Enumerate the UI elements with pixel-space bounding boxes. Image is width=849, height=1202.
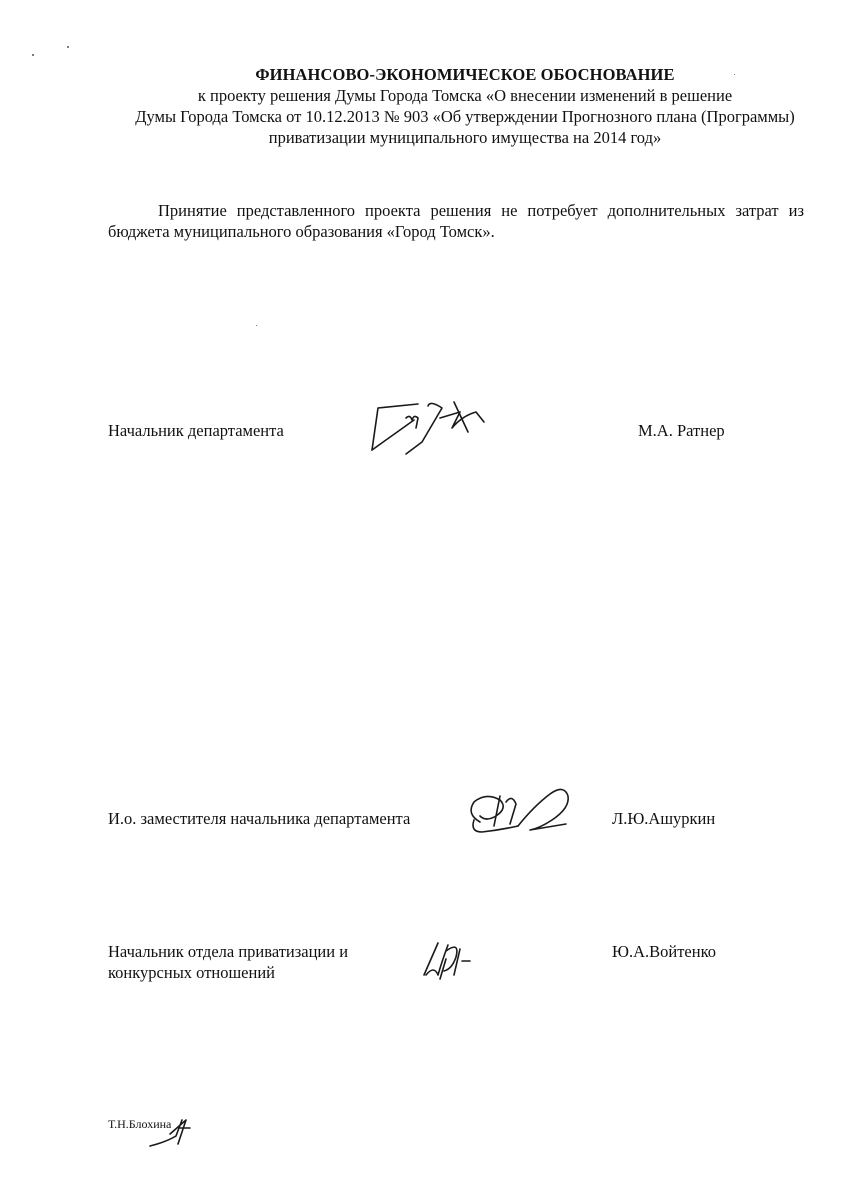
signatory-position: И.о. заместителя начальника департамента (108, 809, 411, 828)
signature-1 (358, 398, 498, 458)
signature-3 (416, 935, 496, 995)
signatory-name: Л.Ю.Ашуркин (612, 809, 716, 828)
subtitle-line-1: к проекту решения Думы Города Томска «О внесении изменений в решение (197, 86, 733, 105)
signatory-block-3 (0, 941, 849, 1001)
subtitle-line-2: Думы Города Томска от 10.12.2013 № 903 «Об утверждении Прогнозного плана (Программы) (135, 107, 795, 126)
signatory-block-2 (0, 806, 849, 866)
executor-initials (146, 1116, 206, 1156)
body-paragraph: Принятие представленного проекта решения не потребует дополнительных затрат из бюджета муниципального образования «Город Томск». (108, 201, 804, 241)
executor-name: Т.Н.Блохина (108, 1117, 172, 1131)
signatory-name: Ю.А.Войтенко (612, 942, 717, 961)
signatory-name: М.А. Ратнер (638, 421, 725, 440)
document-title: ФИНАНСОВО-ЭКОНОМИЧЕСКОЕ ОБОСНОВАНИЕ (255, 65, 675, 84)
signatory-block-1 (0, 418, 849, 478)
signature-2 (460, 786, 590, 846)
signatory-position-line-2: конкурсных отношений (108, 963, 275, 982)
subtitle-line-3: приватизации муниципального имущества на 2014 год» (268, 128, 662, 147)
document-header (60, 64, 849, 148)
signatory-position: Начальник департамента (108, 421, 284, 440)
signatory-position-line-1: Начальник отдела приватизации и (108, 942, 349, 961)
